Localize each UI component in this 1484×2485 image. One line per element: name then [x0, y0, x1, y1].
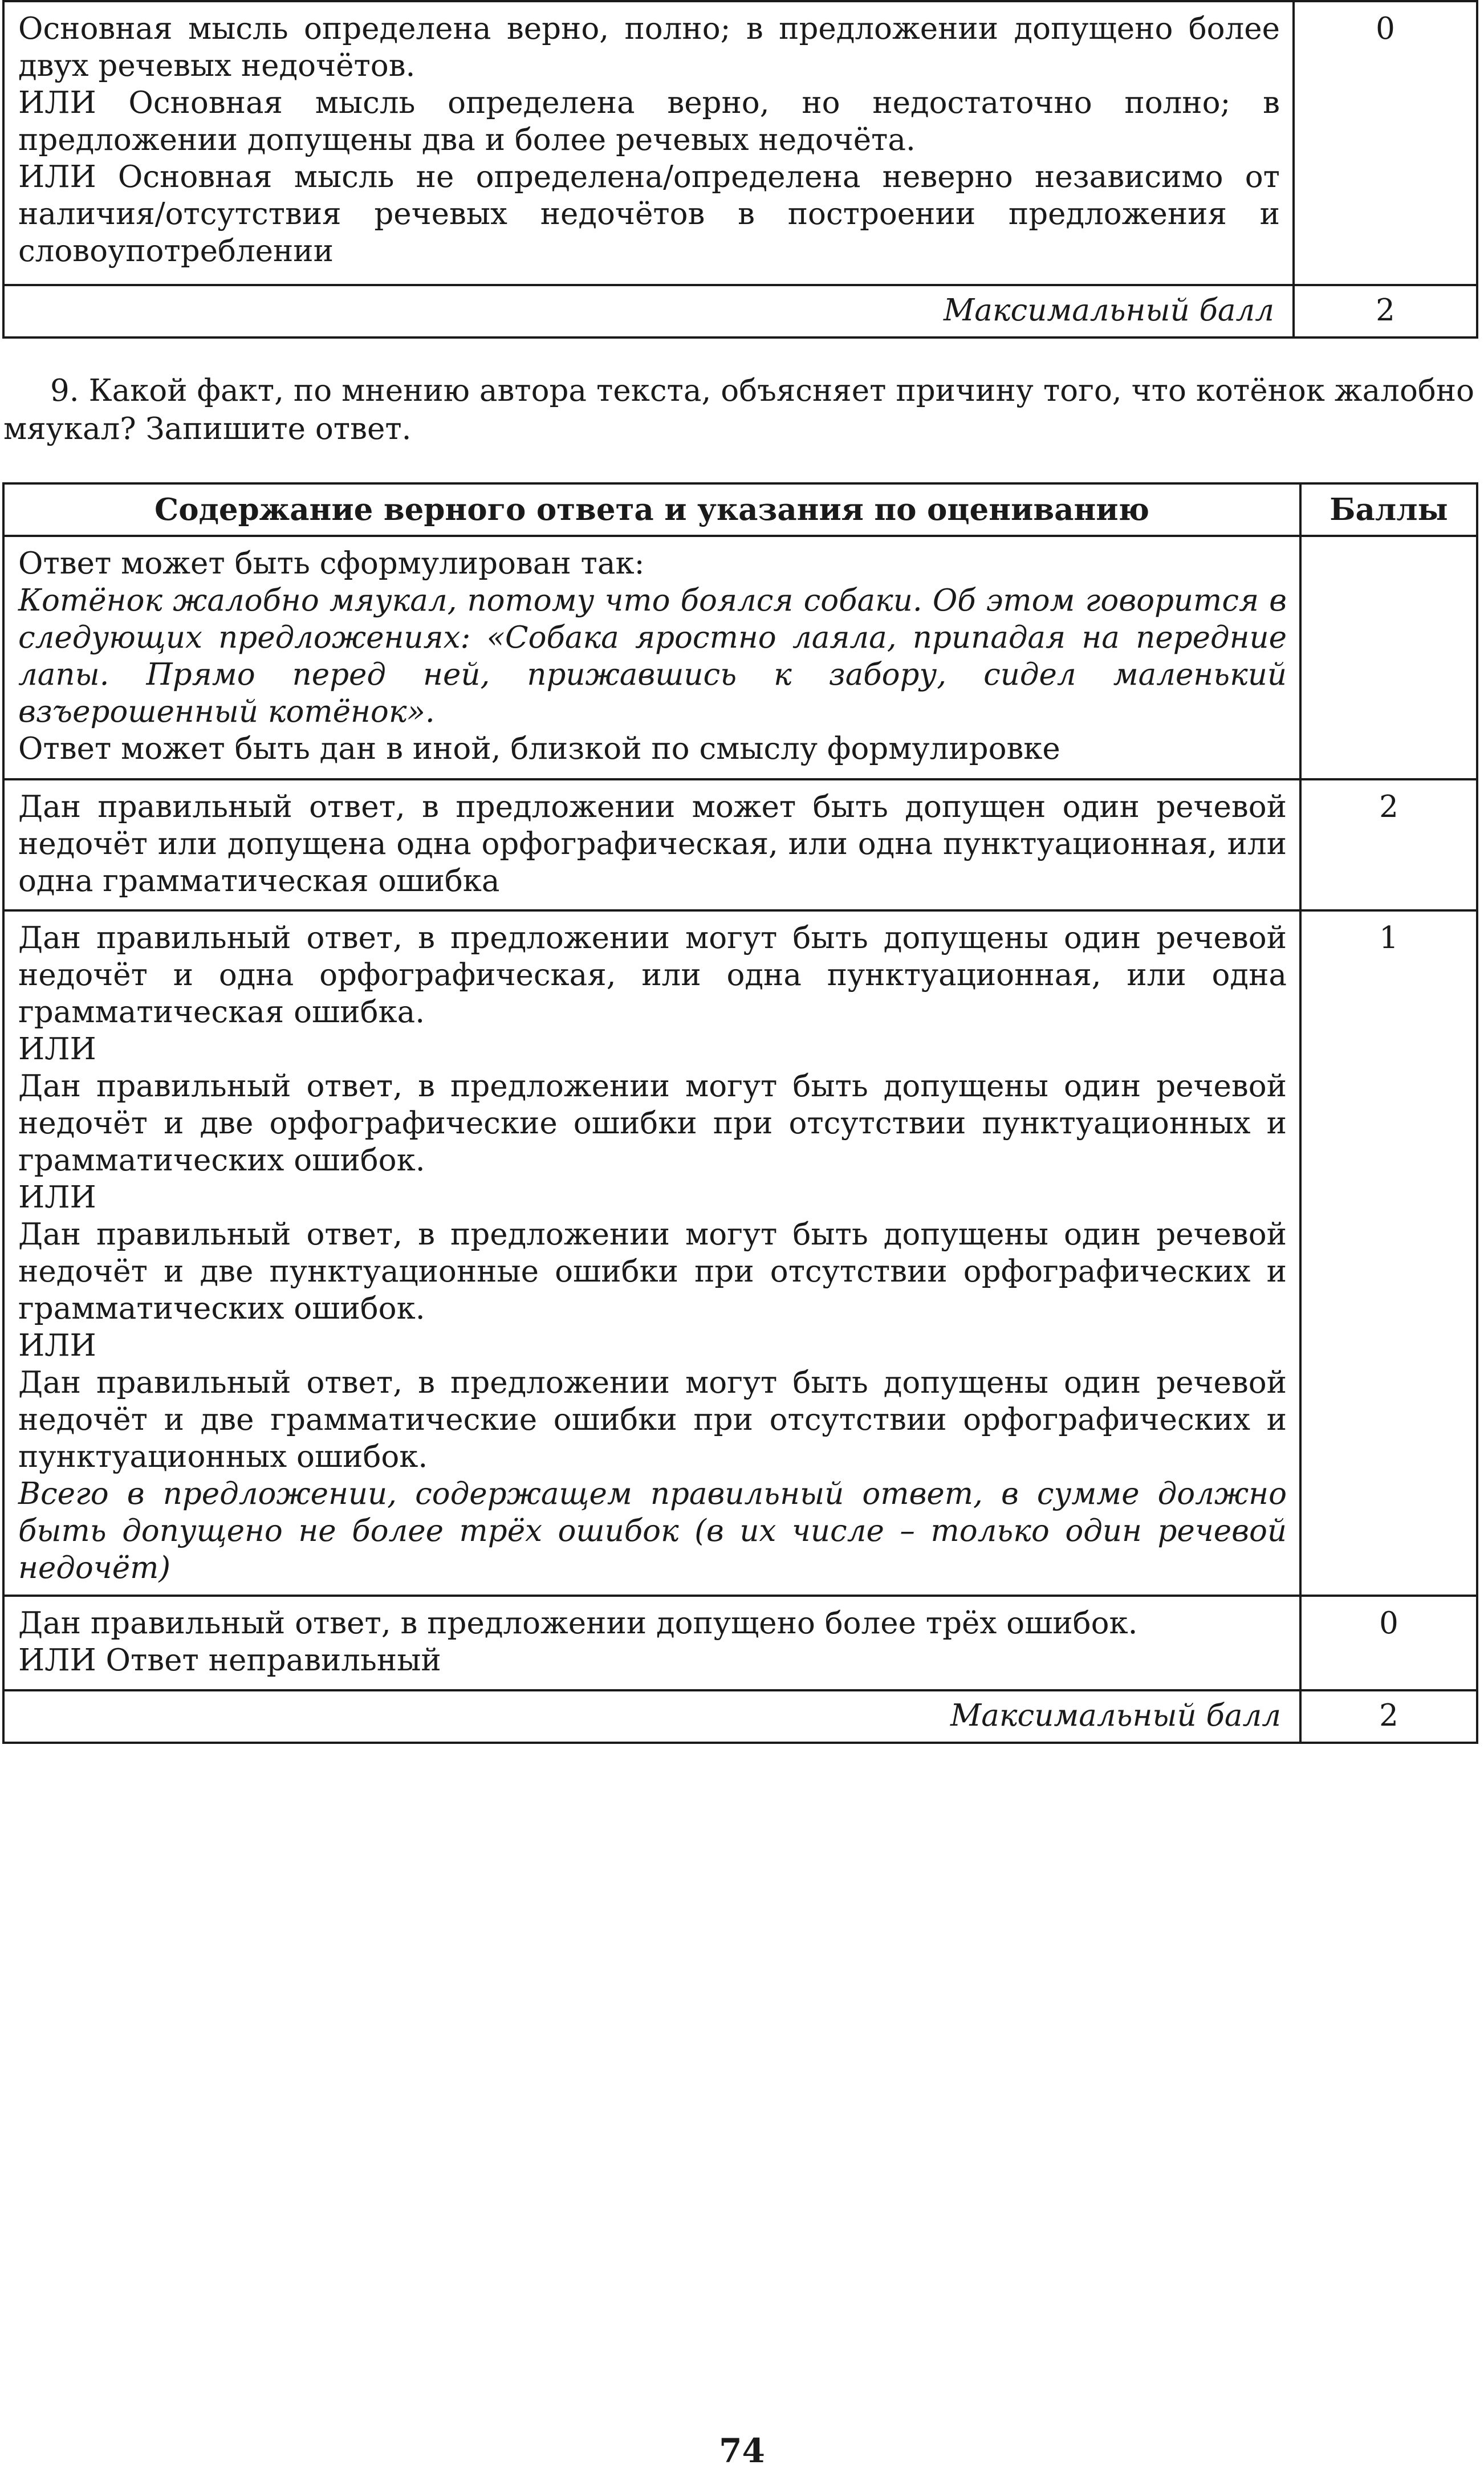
criteria-cell: [3, 779, 1300, 910]
score-cell: 2: [1300, 779, 1477, 910]
criteria-text: Дан правильный ответ, в предложении может быть допущен один речевой недочёт или допущена одна орфографическая, или одна пунктуационная, или одна грамматическая ошибка: [18, 790, 1287, 898]
table-row: [3, 779, 1477, 910]
criteria-text: Дан правильный ответ, в предложении могут быть допущены один речевой недочёт и две орфографические ошибки при отсутствии пунктуационных и грамматических ошибок.: [18, 1069, 1287, 1178]
table-row: [3, 910, 1477, 1596]
criteria-text: ИЛИ Ответ неправильный: [18, 1643, 441, 1678]
score-cell-empty: [1300, 536, 1477, 779]
max-score-row: [3, 285, 1477, 337]
criteria-note: Всего в предложении, содержащем правильный ответ, в сумме должно быть допущено не более трёх ошибок (в их числе – только один речевой недочёт): [18, 1477, 1287, 1585]
max-score-value: 2: [1294, 285, 1477, 337]
or-text: ИЛИ: [18, 1328, 96, 1363]
answer-intro: Ответ может быть сформулирован так:: [18, 546, 645, 581]
criteria-table-prev: [2, 0, 1478, 339]
score-cell: 0: [1300, 1596, 1477, 1690]
criteria-table-q9: [2, 482, 1478, 1744]
criteria-text: Дан правильный ответ, в предложении могут быть допущены один речевой недочёт и две грамматические ошибки при отсутствии орфографических и пунктуационных ошибок.: [18, 1365, 1287, 1474]
or-text: ИЛИ: [18, 1032, 96, 1067]
max-score-row: [3, 1690, 1477, 1743]
criteria-text: Дан правильный ответ, в предложении допущено более трёх ошибок.: [18, 1606, 1138, 1641]
table-row: [3, 1, 1477, 285]
column-header-score: Баллы: [1300, 483, 1477, 536]
column-header-content: Содержание верного ответа и указания по оцениванию: [3, 483, 1300, 536]
answer-note: Ответ может быть дан в иной, близкой по смыслу формулировке: [18, 731, 1060, 766]
criteria-text: Дан правильный ответ, в предложении могут быть допущены один речевой недочёт и одна орфографическая, или одна пунктуационная, или одна грамматическая ошибка.: [18, 921, 1287, 1030]
question-9: 9. Какой факт, по мнению автора текста, объясняет причину того, что котёнок жалобно мяукал? Запишите ответ.: [3, 373, 1474, 446]
or-text: ИЛИ: [18, 1180, 96, 1215]
max-score-label: Максимальный балл: [3, 1690, 1300, 1743]
score-cell: 0: [1294, 1, 1477, 285]
criteria-cell: [3, 910, 1300, 1596]
criteria-text: ИЛИ Основная мысль не определена/определена неверно независимо от наличия/отсутствия речевых недочётов в построении предложения и словоупотреблении: [18, 160, 1280, 269]
table-row: [3, 1596, 1477, 1690]
table-header-row: [3, 483, 1477, 536]
criteria-cell: [3, 1, 1294, 285]
answer-cell: [3, 536, 1300, 779]
score-cell: 1: [1300, 910, 1477, 1596]
criteria-text: ИЛИ Основная мысль определена верно, но недостаточно полно; в предложении допущены два и более речевых недочёта.: [18, 86, 1280, 157]
criteria-text: Дан правильный ответ, в предложении могут быть допущены один речевой недочёт и две пунктуационные ошибки при отсутствии орфографических и грамматических ошибок.: [18, 1217, 1287, 1326]
max-score-value: 2: [1300, 1690, 1477, 1743]
page-number: 74: [719, 2431, 765, 2470]
criteria-text: Основная мысль определена верно, полно; в предложении допущено более двух речевых недочётов.: [18, 11, 1280, 83]
answer-sample: Котёнок жалобно мяукал, потому что боялся собаки. Об этом говорится в следующих предложениях: «Собака яростно лаяла, припадая на передние лапы. Прямо перед ней, прижавшись к забору, сидел маленький взъерошенный котёнок».: [18, 583, 1287, 729]
max-score-label: Максимальный балл: [3, 285, 1294, 337]
answer-row: [3, 536, 1477, 779]
criteria-cell: [3, 1596, 1300, 1690]
